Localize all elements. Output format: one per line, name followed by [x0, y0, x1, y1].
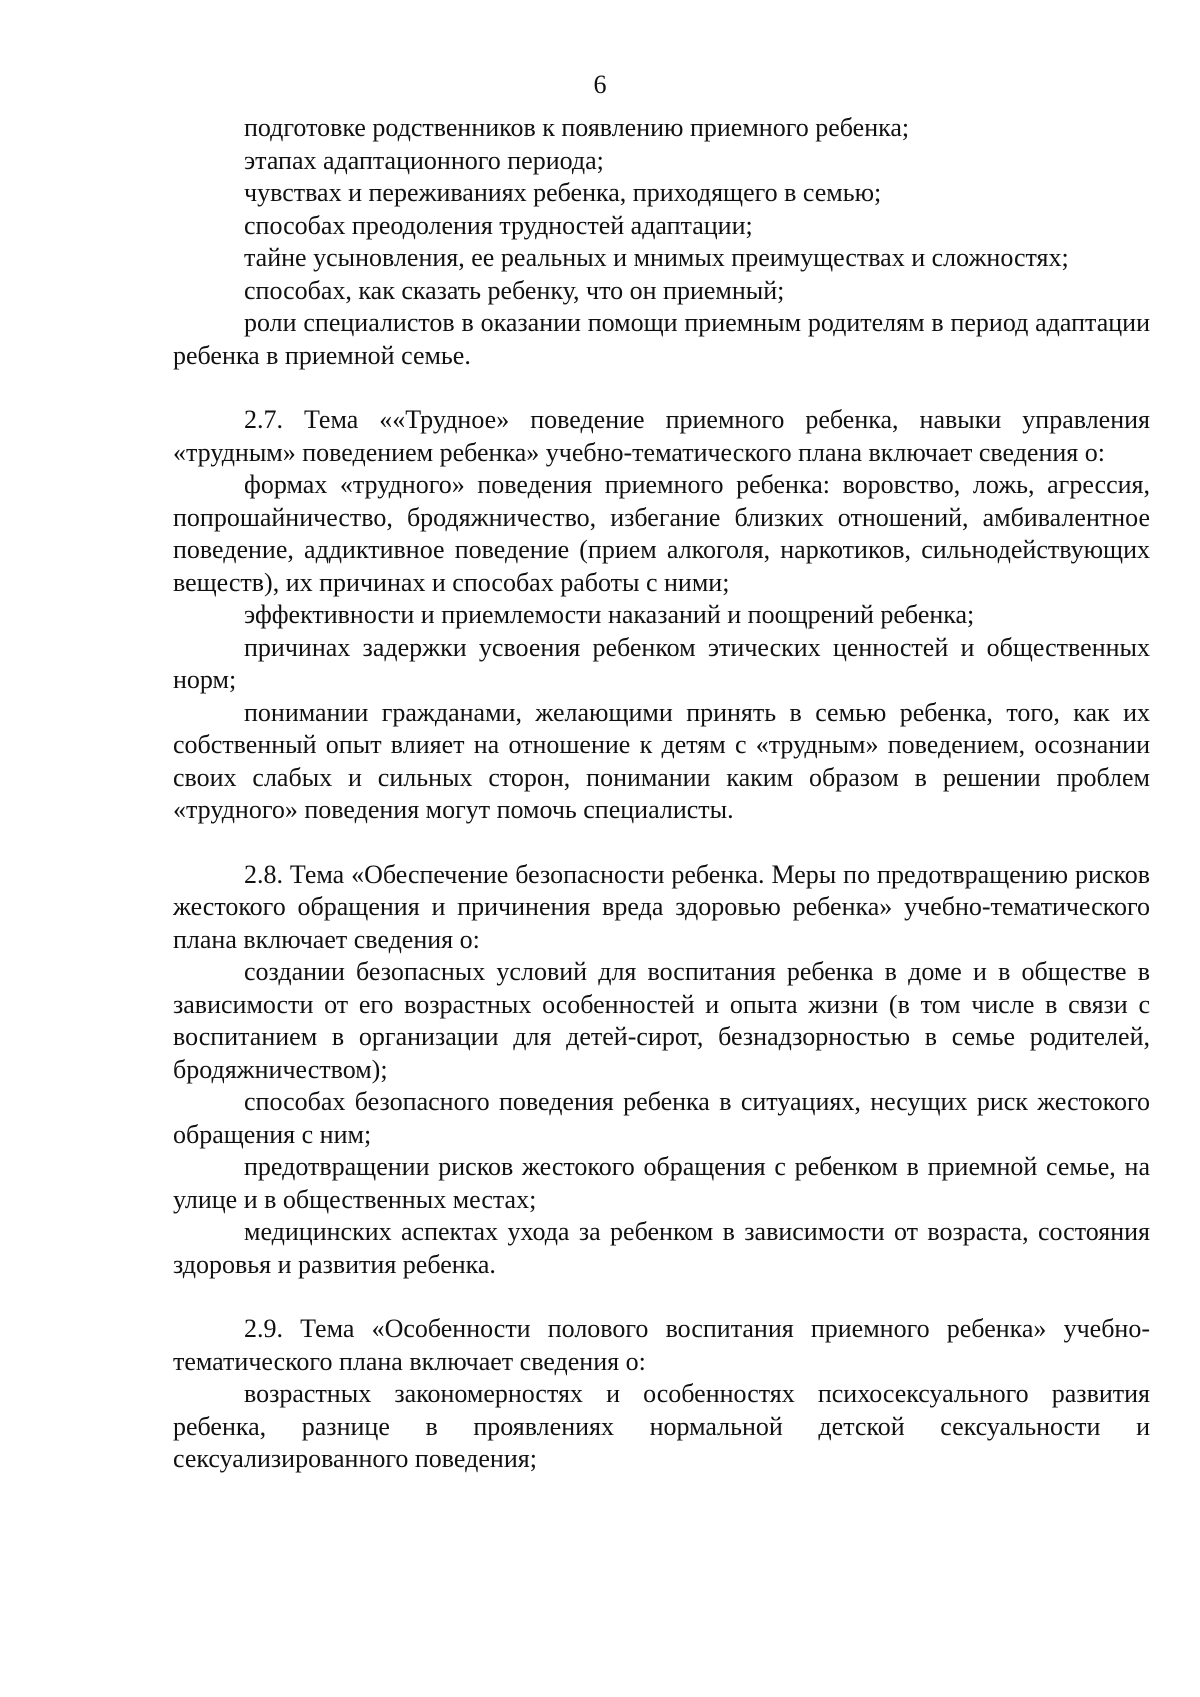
paragraph: медицинских аспектах ухода за ребенком в зависимости от возраста, состояния здоровья и развития ребенка. — [173, 1217, 1150, 1279]
section-heading-2-9: 2.9. Тема «Особенности полового воспитания приемного ребенка» учебно-тематического плана включает сведения о: — [173, 1314, 1150, 1376]
paragraph: возрастных закономерностях и особенностях психосексуального развития ребенка, разнице в проявлениях нормальной детской сексуальности и сексуализированного поведения; — [173, 1379, 1150, 1473]
section-spacer — [173, 1281, 1150, 1313]
paragraph: эффективности и приемлемости наказаний и поощрений ребенка; — [244, 600, 975, 629]
paragraph: способах преодоления трудностей адаптации; — [244, 210, 753, 240]
document-body — [173, 112, 1150, 1476]
paragraph: формах «трудного» поведения приемного ребенка: воровство, ложь, агрессия, попрошайничество, бродяжничество, избегание близких отношений, амбивалентное поведение, аддиктивное поведение (прием алкоголя, наркотиков, сильнодействующих веществ), их причинах и способах работы с ними; — [173, 470, 1150, 597]
section-spacer — [173, 372, 1150, 404]
section-spacer — [173, 827, 1150, 859]
section-heading-2-7: 2.7. Тема ««Трудное» поведение приемного ребенка, навыки управления «трудным» поведением ребенка» учебно-тематического плана включает сведения о: — [173, 405, 1150, 467]
paragraph: тайне усыновления, ее реальных и мнимых преимуществах и сложностях; — [244, 243, 1069, 272]
paragraph: создании безопасных условий для воспитания ребенка в доме и в обществе в зависимости от его возрастных особенностей и опыта жизни (в том числе в связи с воспитанием в организации для детей-сирот, безнадзорностью в семье родителей, бродяжничеством); — [173, 957, 1150, 1084]
paragraph: предотвращении рисков жестокого обращения с ребенком в приемной семье, на улице и в общественных местах; — [173, 1152, 1150, 1214]
paragraph: подготовке родственников к появлению приемного ребенка; — [244, 113, 910, 142]
section-heading-2-8: 2.8. Тема «Обеспечение безопасности ребенка. Меры по предотвращению рисков жестокого обращения и причинения вреда здоровью ребенка» учебно-тематического плана включает сведения о: — [173, 859, 1150, 954]
page-number: 6 — [593, 70, 607, 99]
paragraph: способах, как сказать ребенку, что он приемный; — [244, 275, 785, 305]
paragraph: способах безопасного поведения ребенка в ситуациях, несущих риск жестокого обращения с ним; — [173, 1087, 1150, 1149]
paragraph: причинах задержки усвоения ребенком этических ценностей и общественных норм; — [173, 632, 1150, 694]
paragraph: этапах адаптационного периода; — [244, 145, 604, 175]
paragraph: понимании гражданами, желающими принять в семью ребенка, того, как их собственный опыт влияет на отношение к детям с «трудным» поведением, осознании своих слабых и сильных сторон, понимании каким образом в решении проблем «трудного» поведения могут помочь специалисты. — [173, 697, 1150, 824]
paragraph: чувствах и переживаниях ребенка, приходящего в семью; — [244, 178, 882, 207]
paragraph: роли специалистов в оказании помощи приемным родителям в период адаптации ребенка в приемной семье. — [173, 308, 1150, 370]
